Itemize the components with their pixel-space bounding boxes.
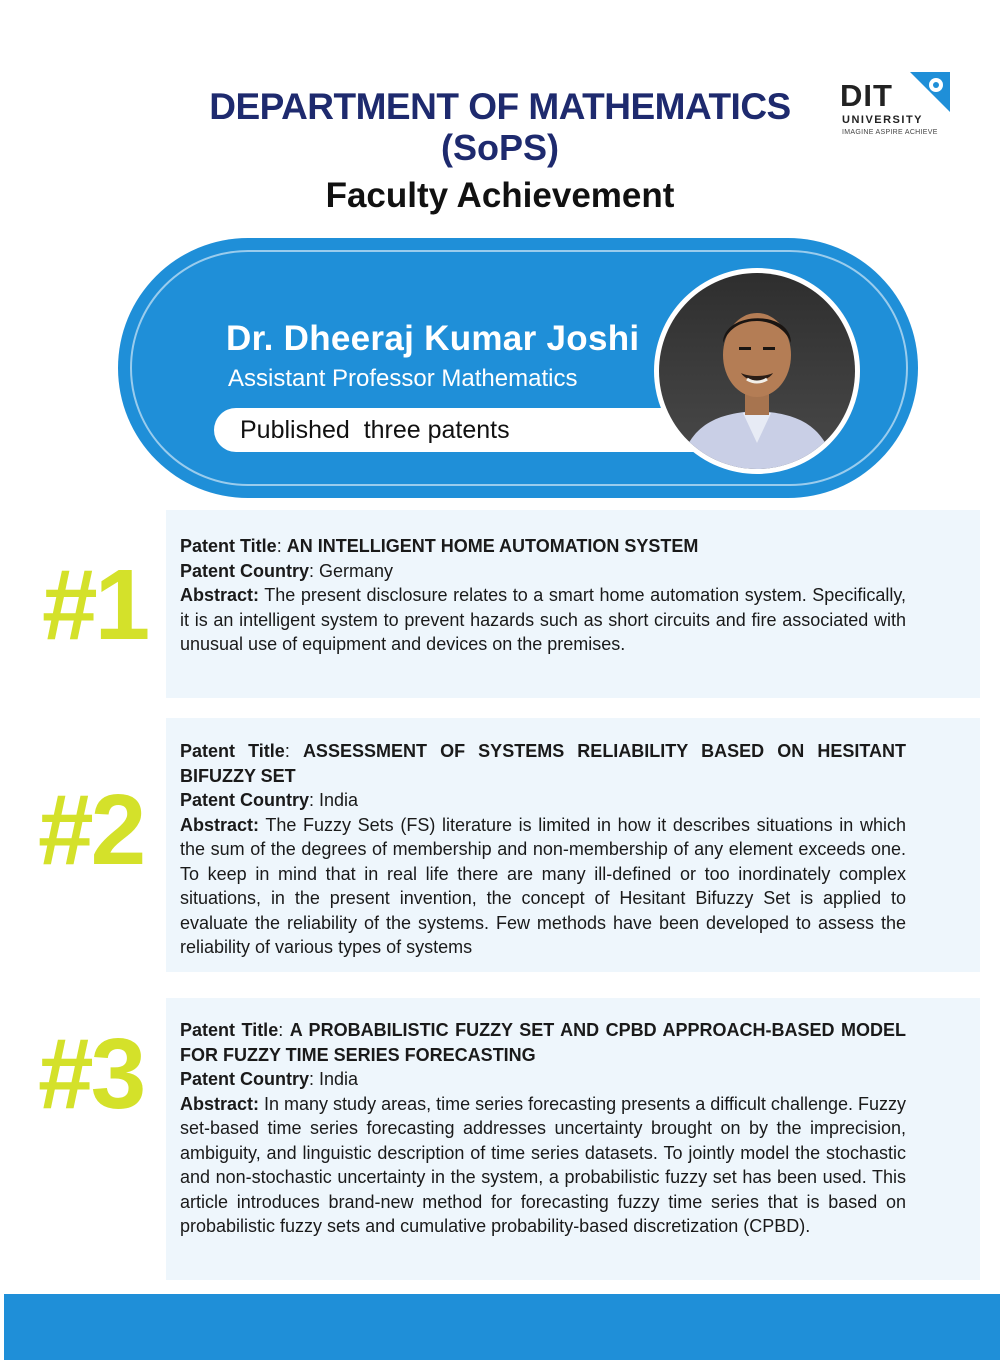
highlight-text: Published three patents (240, 416, 510, 444)
patent-title: ASSESSMENT OF SYSTEMS RELIABILITY BASED ON HESITANT BIFUZZY SET (180, 741, 906, 786)
patent-country-line: Patent Country: India (180, 790, 359, 810)
logo-word: DIT (840, 78, 893, 113)
patent-country: India (319, 790, 359, 810)
patent-number-2: #2 (38, 774, 144, 886)
university-logo (840, 72, 950, 142)
logo-tagline: IMAGINE ASPIRE ACHIEVE (842, 129, 938, 136)
highlight-bar (214, 408, 734, 452)
faculty-name: Dr. Dheeraj Kumar Joshi (226, 319, 640, 358)
patent-abstract: Abstract: In many study areas, time series forecasting presents a difficult challenge. Fuzzy set-based time series forecasting addresses uncertainty brought on by the imprecision, ambiguity, and linguistic description of time series datasets. To jointly model the stochastic and non-stochastic uncertainty in the system, a probabilistic fuzzy set has been used. This article introduces brand-new method for forecasting fuzzy time series that is based on probabilistic fuzzy sets and cumulative probability-based discretization (CPBD). (180, 1093, 907, 1236)
patent-entry-1 (180, 534, 906, 657)
logo-gear-icon (910, 72, 950, 112)
department-title: DEPARTMENT OF MATHEMATICS (209, 86, 791, 127)
patent-entry-2 (180, 739, 906, 960)
patent-title: AN INTELLIGENT HOME AUTOMATION SYSTEM (286, 536, 699, 556)
school-name: (SoPS) (440, 127, 559, 168)
patent-abstract: Abstract: The Fuzzy Sets (FS) literature is limited in how it describes situations in which the sum of the degrees of membership and non-membership of any element exceeds one. To keep in mind that in real life there are many ill-defined or too inordinately complex situations, in the present invention, the concept of Hesitant Bifuzzy Set is applied to evaluate the reliability of the systems. Few methods have been developed to assess the reliability of various types of systems (180, 814, 906, 957)
page-title: Faculty Achievement (325, 176, 675, 215)
patent-country: India (319, 1069, 359, 1089)
patent-abstract: Abstract: The present disclosure relates to a smart home automation system. Specifically, it is an intelligent system to prevent hazards such as short circuits and fire associated with unusual use of equipment and devices on the premises. (180, 585, 906, 654)
patent-title: A PROBABILISTIC FUZZY SET AND CPBD APPROACH-BASED MODEL FOR FUZZY TIME SERIES FORECASTING (180, 1020, 906, 1065)
portrait-icon (659, 273, 855, 469)
patent-title-line: Patent Title: ASSESSMENT OF SYSTEMS RELIABILITY BASED ON HESITANT BIFUZZY SET (180, 741, 906, 786)
patent-entry-3 (180, 1018, 906, 1239)
faculty-photo (654, 268, 860, 474)
patent-number-1: #1 (42, 549, 148, 661)
footer-band (4, 1294, 1000, 1360)
patent-country-line: Patent Country: India (180, 1069, 359, 1089)
patent-title-line: Patent Title: AN INTELLIGENT HOME AUTOMATION SYSTEM (180, 536, 699, 556)
patent-country: Germany (319, 560, 394, 581)
logo-university: UNIVERSITY (842, 114, 924, 126)
patent-title-line: Patent Title: A PROBABILISTIC FUZZY SET AND CPBD APPROACH-BASED MODEL FOR FUZZY TIME SERIES FORECASTING (180, 1020, 906, 1065)
patent-number-3: #3 (38, 1018, 144, 1130)
faculty-designation: Assistant Professor Mathematics (228, 365, 578, 392)
patent-country-line: Patent Country: Germany (180, 560, 394, 581)
